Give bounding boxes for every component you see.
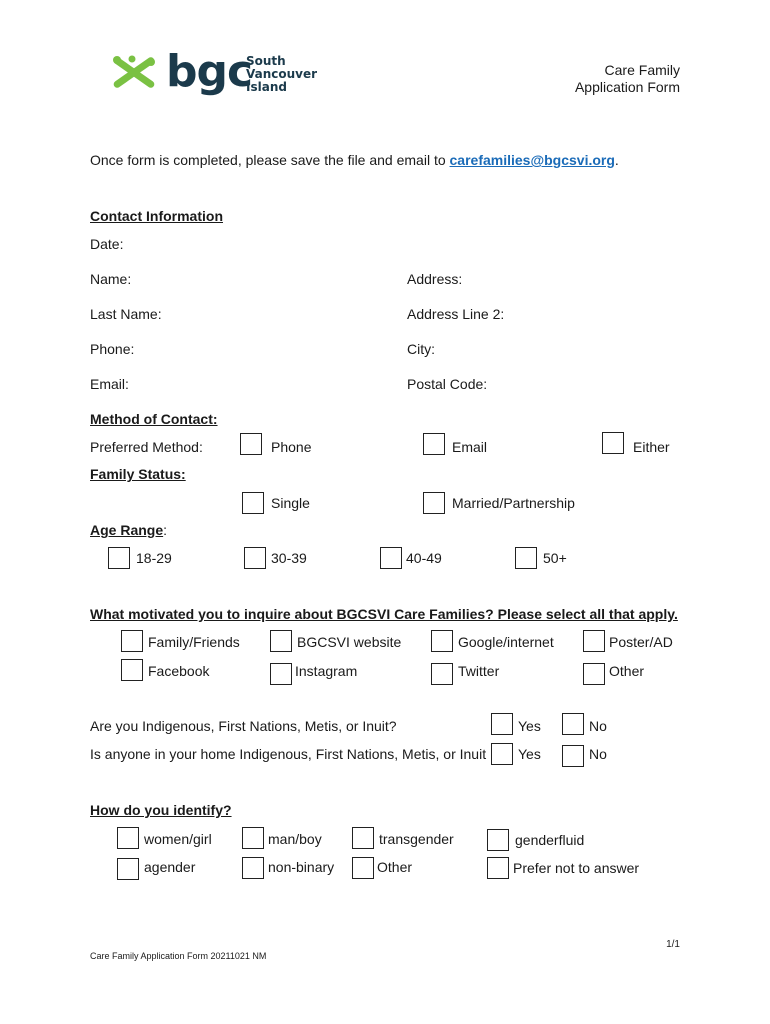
email-option-label: Email	[452, 439, 488, 455]
age-50-plus-checkbox[interactable]	[515, 547, 537, 569]
age-30-39-checkbox[interactable]	[244, 547, 266, 569]
man-boy-label: man/boy	[268, 831, 322, 847]
indigenous-yes-checkbox[interactable]	[491, 713, 513, 735]
age-30-39-label: 30-39	[271, 550, 307, 566]
family-friends-checkbox[interactable]	[121, 630, 143, 652]
indigenous-yes-label: Yes	[518, 718, 541, 734]
instagram-label: Instagram	[295, 663, 358, 679]
either-option-label: Either	[633, 439, 670, 455]
non-binary-label: non-binary	[268, 859, 335, 875]
identify-heading: How do you identify?	[90, 802, 232, 818]
email-link[interactable]: carefamilies@bgcsvi.org	[449, 152, 615, 168]
facebook-label: Facebook	[148, 663, 210, 679]
email-checkbox[interactable]	[423, 433, 445, 455]
bgcsvi-website-label: BGCSVI website	[297, 634, 402, 650]
age-18-29-label: 18-29	[136, 550, 172, 566]
single-checkbox[interactable]	[242, 492, 264, 514]
household-no-checkbox[interactable]	[562, 745, 584, 767]
google-internet-checkbox[interactable]	[431, 630, 453, 652]
man-boy-checkbox[interactable]	[242, 827, 264, 849]
contact-heading: Contact Information	[90, 208, 223, 224]
poster-ad-checkbox[interactable]	[583, 630, 605, 652]
logo-subtitle: South Vancouver Island	[246, 54, 318, 94]
household-indigenous-question: Is anyone in your home Indigenous, First Nations, Metis, or Inuit	[90, 746, 487, 762]
logo-wordmark: bgc	[166, 46, 253, 97]
age-18-29-checkbox[interactable]	[108, 547, 130, 569]
household-yes-checkbox[interactable]	[491, 743, 513, 765]
twitter-label: Twitter	[458, 663, 500, 679]
twitter-checkbox[interactable]	[431, 663, 453, 685]
either-checkbox[interactable]	[602, 432, 624, 454]
address-label: Address:	[407, 271, 463, 287]
preferred-method-label: Preferred Method:	[90, 439, 203, 455]
name-label: Name:	[90, 271, 132, 287]
genderfluid-label: genderfluid	[515, 832, 585, 848]
age-40-49-checkbox[interactable]	[380, 547, 402, 569]
age-range-heading: Age Range:	[90, 522, 168, 538]
indigenous-question: Are you Indigenous, First Nations, Metis, or Inuit?	[90, 718, 397, 734]
genderfluid-checkbox[interactable]	[487, 829, 509, 851]
transgender-label: transgender	[379, 831, 454, 847]
married-checkbox[interactable]	[423, 492, 445, 514]
other-identity-checkbox[interactable]	[352, 857, 374, 879]
family-friends-label: Family/Friends	[148, 634, 240, 650]
agender-checkbox[interactable]	[117, 858, 139, 880]
instagram-checkbox[interactable]	[270, 663, 292, 685]
facebook-checkbox[interactable]	[121, 659, 143, 681]
agender-label: agender	[144, 859, 196, 875]
motivation-heading: What motivated you to inquire about BGCSVI Care Families? Please select all that apply.	[90, 606, 678, 622]
other-motivation-checkbox[interactable]	[583, 663, 605, 685]
bgc-logo-icon	[108, 55, 160, 91]
women-girl-label: women/girl	[144, 831, 212, 847]
other-identity-label: Other	[377, 859, 413, 875]
last-name-label: Last Name:	[90, 306, 162, 322]
transgender-checkbox[interactable]	[352, 827, 374, 849]
non-binary-checkbox[interactable]	[242, 857, 264, 879]
postal-code-label: Postal Code:	[407, 376, 488, 392]
bgcsvi-website-checkbox[interactable]	[270, 630, 292, 652]
indigenous-no-label: No	[589, 718, 607, 734]
phone-checkbox[interactable]	[240, 433, 262, 455]
single-label: Single	[271, 495, 310, 511]
email-label: Email:	[90, 376, 129, 392]
age-40-49-label: 40-49	[406, 550, 442, 566]
indigenous-no-checkbox[interactable]	[562, 713, 584, 735]
method-heading: Method of Contact:	[90, 411, 218, 427]
phone-label: Phone:	[90, 341, 135, 357]
married-label: Married/Partnership	[452, 495, 575, 511]
phone-option-label: Phone	[271, 439, 312, 455]
prefer-not-checkbox[interactable]	[487, 857, 509, 879]
prefer-not-label: Prefer not to answer	[513, 860, 640, 876]
intro-text: Once form is completed, please save the file and email to carefamilies@bgcsvi.org.	[90, 152, 619, 168]
google-internet-label: Google/internet	[458, 634, 554, 650]
city-label: City:	[407, 341, 435, 357]
footer-text: Care Family Application Form 20211021 NM	[90, 951, 267, 961]
poster-ad-label: Poster/AD	[609, 634, 673, 650]
date-label: Date:	[90, 236, 124, 252]
family-status-heading: Family Status:	[90, 466, 186, 482]
form-title: Care Family Application Form	[574, 62, 680, 95]
household-yes-label: Yes	[518, 746, 541, 762]
page-number: 1/1	[666, 939, 680, 950]
household-no-label: No	[589, 746, 607, 762]
address-line2-label: Address Line 2:	[407, 306, 505, 322]
other-motivation-label: Other	[609, 663, 645, 679]
age-50-plus-label: 50+	[543, 550, 567, 566]
women-girl-checkbox[interactable]	[117, 827, 139, 849]
